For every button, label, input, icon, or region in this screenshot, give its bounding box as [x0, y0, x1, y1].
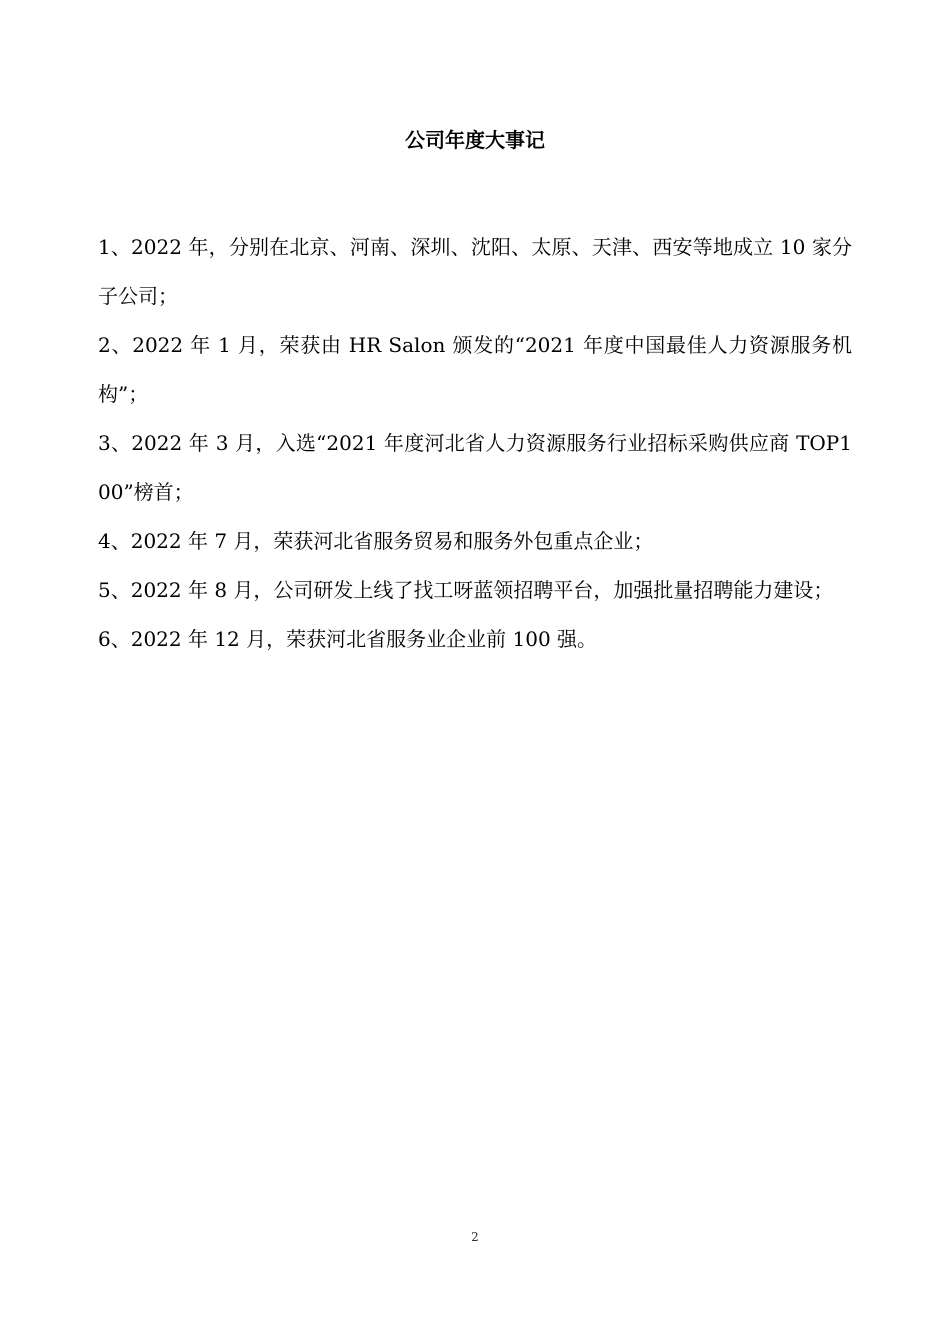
page-title: 公司年度大事记 — [405, 128, 545, 152]
event-item-3: 3、2022 年 3 月，入选“2021 年度河北省人力资源服务行业招标采购供应商 TOP100”榜首； — [98, 431, 852, 504]
event-item-6: 6、2022 年 12 月，荣获河北省服务业企业前 100 强。 — [98, 627, 598, 651]
page-number: 2 — [471, 1230, 479, 1244]
event-item-2: 2、2022 年 1 月，荣获由 HR Salon 颁发的“2021 年度中国最佳人力资源服务机构”； — [98, 333, 852, 406]
event-item-4: 4、2022 年 7 月，荣获河北省服务贸易和服务外包重点企业； — [98, 529, 654, 553]
event-item-1: 1、2022 年，分别在北京、河南、深圳、沈阳、太原、天津、西安等地成立 10 家分子公司； — [98, 235, 852, 308]
event-list — [98, 223, 852, 664]
event-item-5: 5、2022 年 8 月，公司研发上线了找工呀蓝领招聘平台，加强批量招聘能力建设； — [98, 578, 834, 602]
